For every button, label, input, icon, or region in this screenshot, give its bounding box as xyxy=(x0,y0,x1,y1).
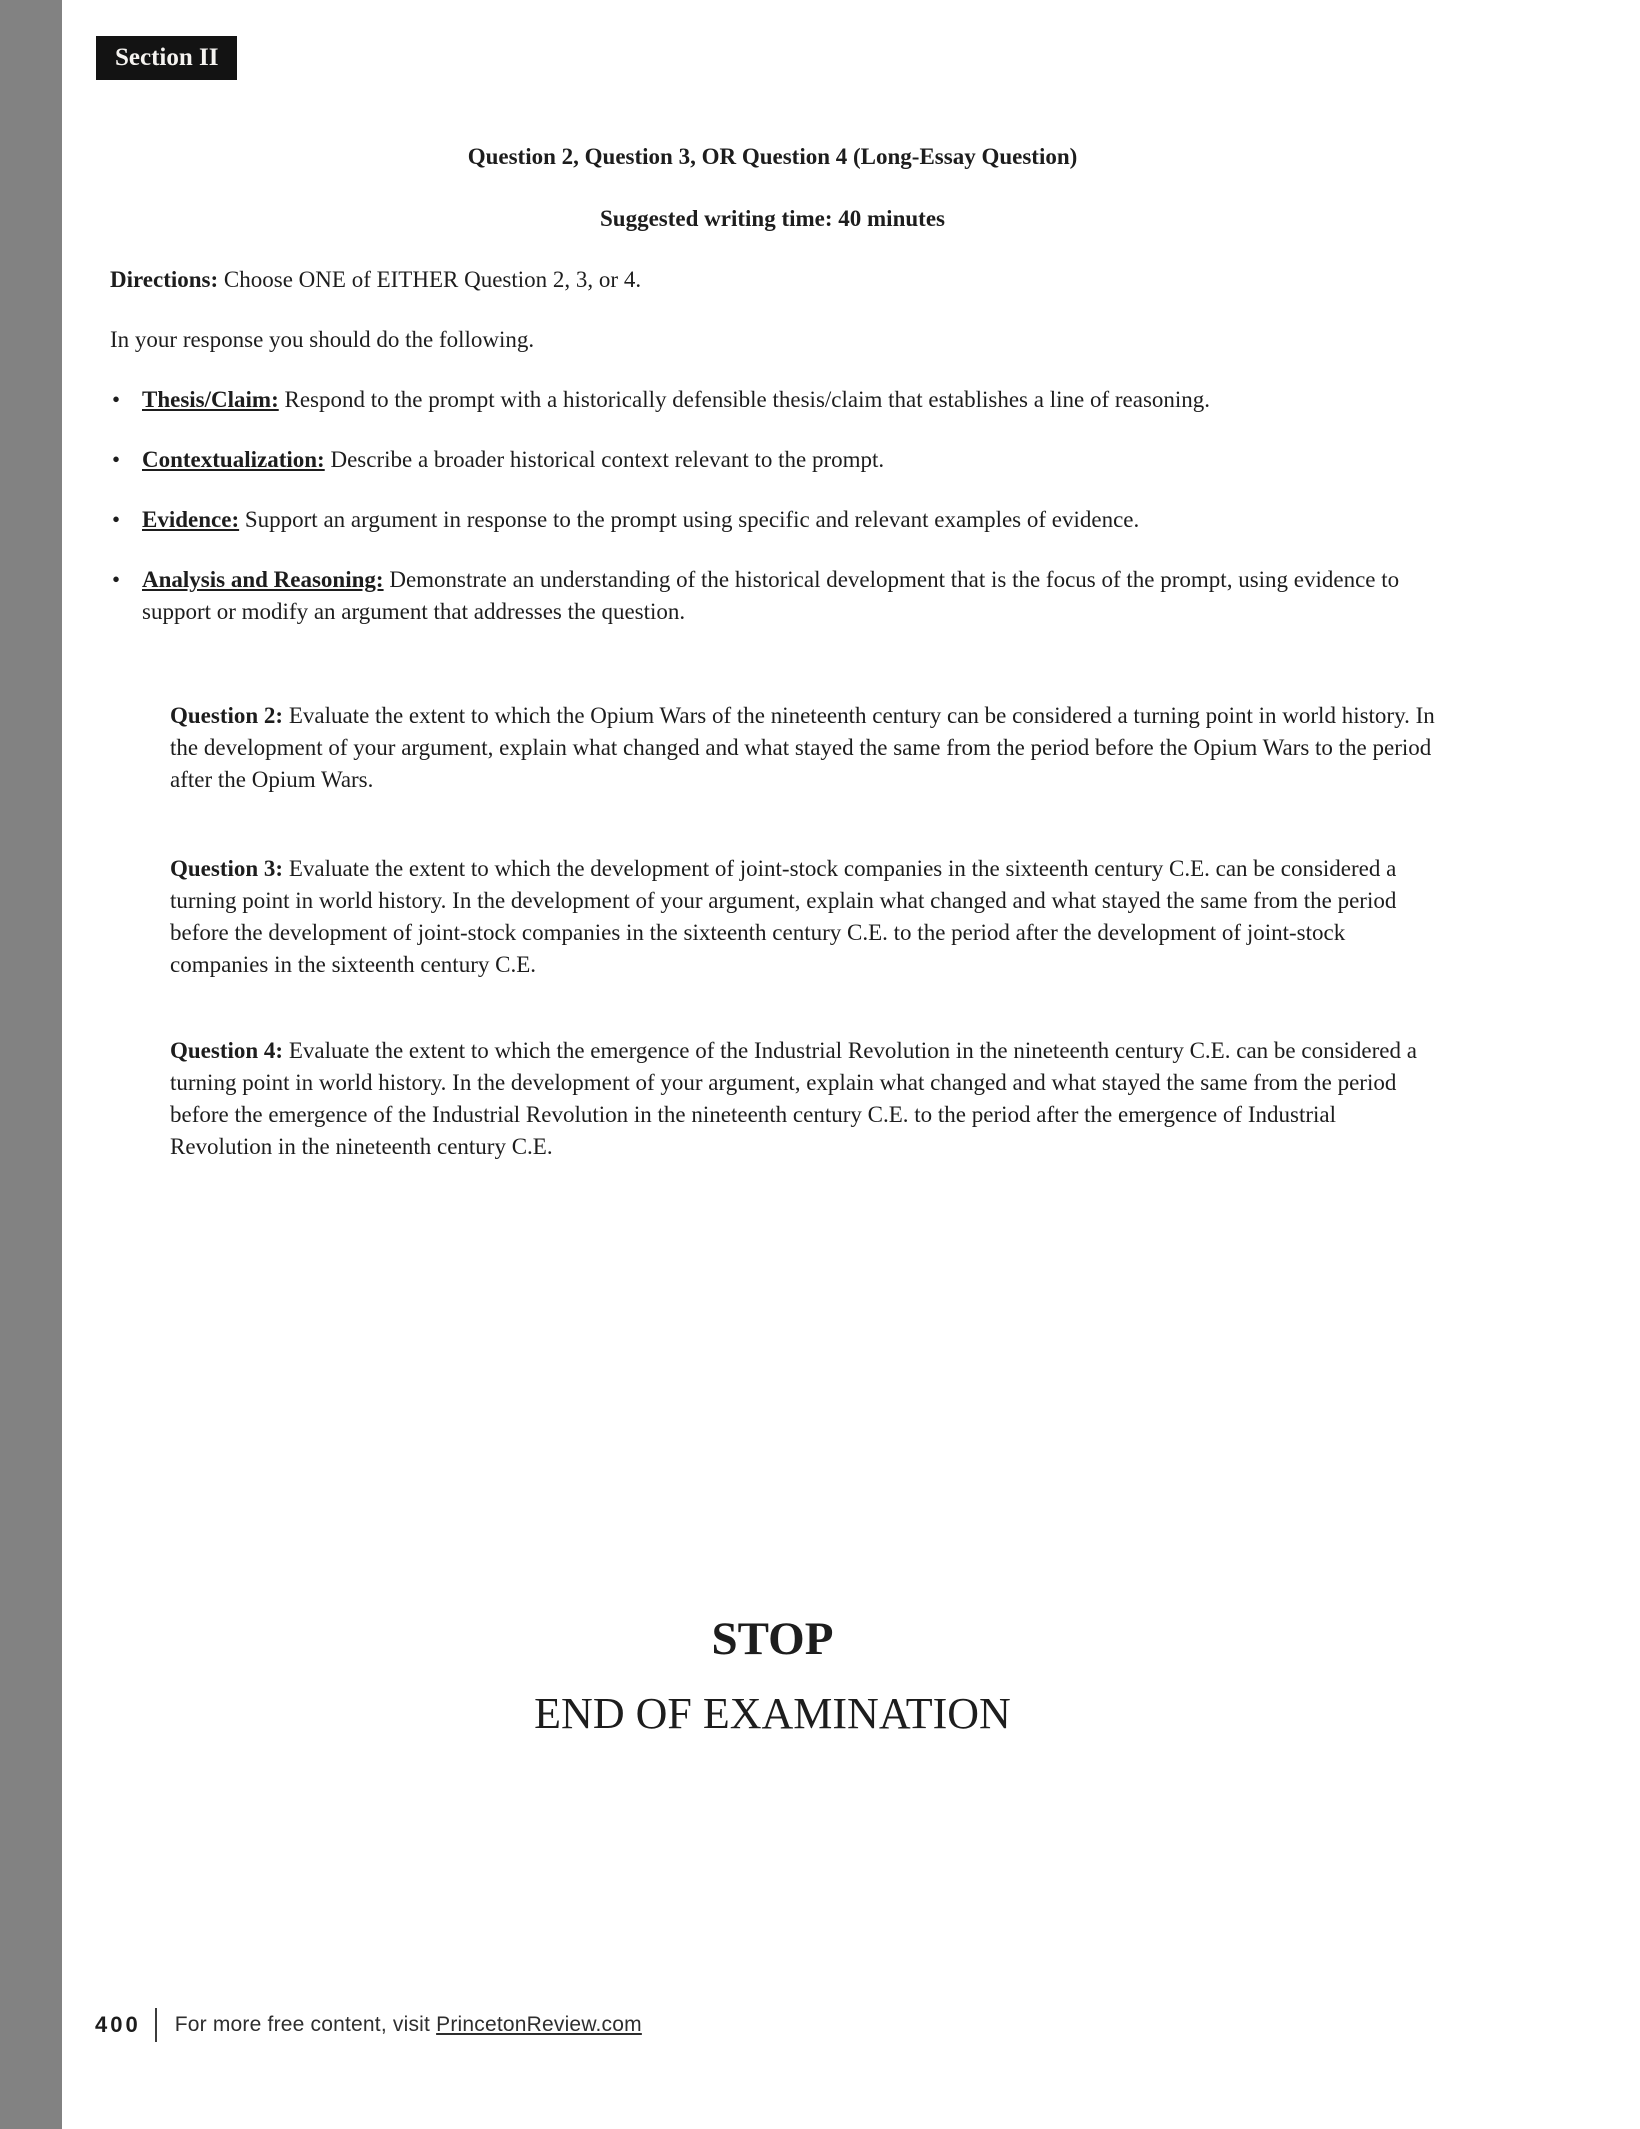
bullet-text-evidence: Support an argument in response to the prompt using specific and relevant examples of evidence. xyxy=(244,507,1140,532)
question-4-block xyxy=(170,1035,1435,1163)
bullet-text-thesis: Respond to the prompt with a historically defensible thesis/claim that establishes a line of reasoning. xyxy=(284,387,1211,412)
question-3-text: Evaluate the extent to which the development of joint-stock companies in the sixteenth century C.E. can be considered a turning point in world history. In the development of your argument, explain what changed and what stayed the same from the period before the development of joint-stock companies in the sixteenth century C.E. to the period after the development of joint-stock companies in the sixteenth century C.E. xyxy=(170,856,1397,977)
page-title: Question 2, Question 3, OR Question 4 (Long-Essay Question) xyxy=(467,144,1078,169)
question-2-block xyxy=(170,700,1435,796)
question-3-label: Question 3: xyxy=(170,856,284,881)
end-of-examination-heading: END OF EXAMINATION xyxy=(534,1689,1011,1738)
question-4-label: Question 4: xyxy=(170,1038,284,1063)
question-4-text: Evaluate the extent to which the emergence of the Industrial Revolution in the nineteenth century C.E. can be considered a turning point in world history. In the development of your argument, explain what changed and what stayed the same from the period before the emergence of the Industrial Revolution in the nineteenth century C.E. to the period after the emergence of Industrial Revolution in the nineteenth century C.E. xyxy=(170,1038,1417,1159)
directions-text: Choose ONE of EITHER Question 2, 3, or 4. xyxy=(223,267,642,292)
directions-label: Directions: xyxy=(110,267,219,292)
bullet-label-thesis: Thesis/Claim: xyxy=(142,387,279,412)
bullet-icon xyxy=(112,504,120,536)
gray-edge-strip xyxy=(0,0,62,2129)
bullet-label-analysis-reasoning: Analysis and Reasoning: xyxy=(142,567,384,592)
question-2-text: Evaluate the extent to which the Opium Wars of the nineteenth century can be considered a turning point in world history. In the development of your argument, explain what changed and what stayed the same from the period before the Opium Wars to the period after the Opium Wars. xyxy=(170,703,1435,792)
bullet-text-contextualization: Describe a broader historical context relevant to the prompt. xyxy=(330,447,885,472)
intro-text: In your response you should do the following. xyxy=(110,327,535,352)
bullet-icon xyxy=(112,384,120,416)
main-content xyxy=(110,0,1435,1186)
list-item xyxy=(110,384,1435,416)
bullet-icon xyxy=(112,444,120,476)
bullet-label-evidence: Evidence: xyxy=(142,507,240,532)
page-number: 400 xyxy=(95,2012,141,2037)
stop-heading: STOP xyxy=(711,1613,834,1665)
bullet-label-contextualization: Contextualization: xyxy=(142,447,325,472)
footer-text-prefix: For more free content, visit xyxy=(174,2013,437,2036)
footer-divider xyxy=(155,2008,157,2042)
footer-text xyxy=(175,2013,642,2037)
question-3-block xyxy=(170,853,1435,981)
list-item xyxy=(110,564,1435,628)
bullet-icon xyxy=(112,564,120,596)
question-2-label: Question 2: xyxy=(170,703,284,728)
rubric-bullet-list xyxy=(110,384,1435,628)
list-item xyxy=(110,504,1435,536)
list-item xyxy=(110,444,1435,476)
writing-time-subtitle: Suggested writing time: 40 minutes xyxy=(600,206,945,231)
bullet-text-analysis-reasoning: Demonstrate an understanding of the historical development that is the focus of the prompt, using evidence to support or modify an argument that addresses the question. xyxy=(142,567,1400,624)
princeton-review-link[interactable]: PrincetonReview.com xyxy=(436,2013,642,2036)
section-badge: Section II xyxy=(96,36,237,80)
stop-block xyxy=(110,1612,1435,1740)
directions-paragraph xyxy=(110,264,1435,296)
page-footer xyxy=(95,2006,642,2044)
